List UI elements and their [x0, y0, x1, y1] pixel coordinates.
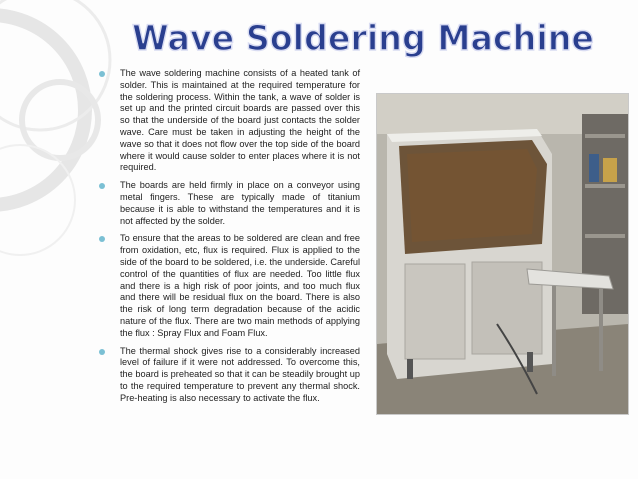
bullet-icon — [99, 183, 105, 189]
machine-photo — [376, 93, 629, 415]
bullet-item — [120, 233, 360, 339]
bullet-text: To ensure that the areas to be soldered are clean and free from oxidation, etc, flux is required. Flux is applied to the side of the board to be soldered, i.e. the underside. Careful control of the quantities of flux are needed. Too little flux and there is a high risk of poor joints, and too much flux and there will be residual flux on the board. There is also the risk of long term degradation because of the acidic nature of the flux. There are two main methods of applying the flux : Spray Flux and Foam Flux. — [120, 233, 360, 338]
bullet-icon — [99, 236, 105, 242]
slide-title — [128, 12, 598, 60]
slide-title-text: Wave Soldering Machine — [132, 19, 594, 59]
bullet-icon — [99, 71, 105, 77]
bullet-list — [98, 68, 360, 411]
bullet-icon — [99, 349, 105, 355]
bullet-text: The thermal shock gives rise to a considerably increased level of failure if it were not addressed. To overcome this, the board is preheated so that it can be steadily brought up to the required temperature to prevent any thermal shock. Pre-heating is also necessary to activate the flux. — [120, 345, 360, 403]
bullet-text: The wave soldering machine consists of a heated tank of solder. This is maintained at the required temperature for the soldering process. Within the tank, a wave of solder is set up and the printed circuit boards are passed over this so that the underside of the board just contacts the solder wave. Care must be taken in adjusting the height of the wave so that it does not flow over the top side of the board where it would cause solder to enter places where it is not required. — [120, 68, 360, 173]
bullet-item — [120, 346, 360, 405]
bullet-item — [120, 68, 360, 174]
bullet-item — [120, 180, 360, 227]
bullet-text: The boards are held firmly in place on a conveyor using metal fingers. These are typically made of titanium because it is able to withstand the temperatures and it is not affected by the solder. — [120, 180, 360, 226]
